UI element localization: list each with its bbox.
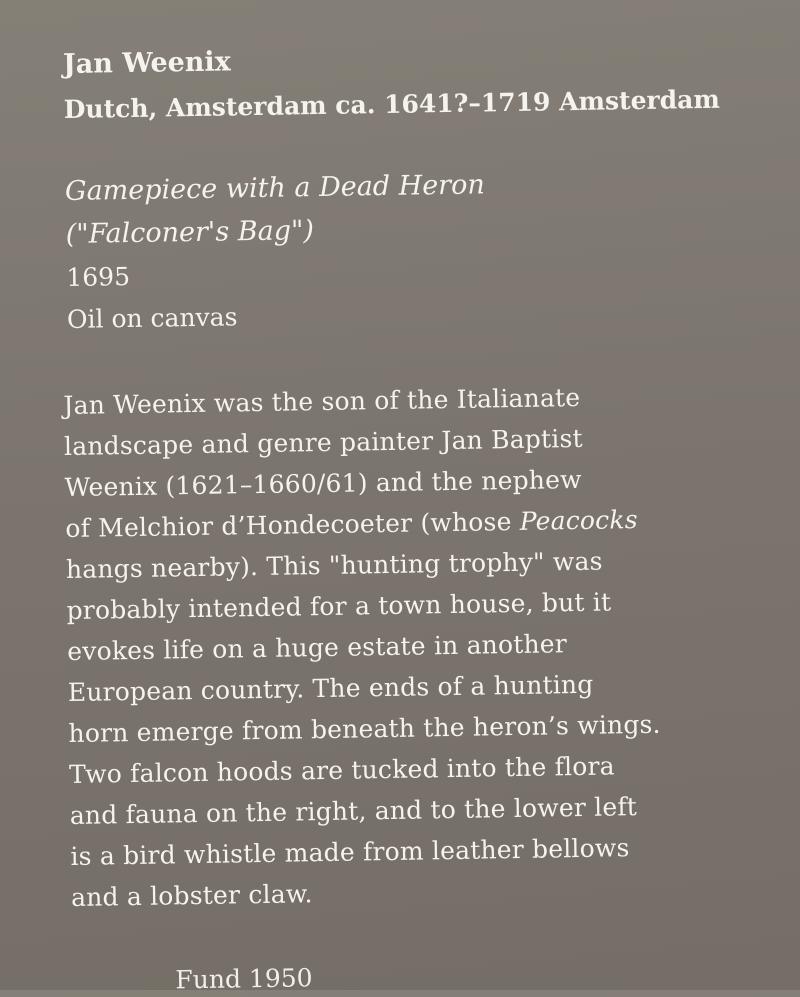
body-line-13: and a lobster claw.: [70, 879, 313, 912]
body-line-12: is a bird whistle made from leather bellows: [70, 833, 630, 871]
artwork-medium: Oil on canvas: [66, 302, 238, 334]
artwork-title-line-1: Gamepiece with a Dead Heron: [64, 169, 485, 208]
body-line-4-text: of Melchior d’Hondecoeter (whose: [65, 506, 520, 544]
body-line-3: Weenix (1621–1660/61) and the nephew: [64, 464, 582, 503]
body-line-2: landscape and genre painter Jan Baptist: [63, 423, 583, 462]
body-line-8: European country. The ends of a hunting: [67, 669, 594, 708]
artwork-title-line-2: ("Falconer's Bag"): [65, 215, 315, 250]
body-line-10: Two falcon hoods are tucked into the flora: [68, 751, 615, 790]
body-line-7: evokes life on a huge estate in another: [67, 629, 568, 667]
artist-dates: Dutch, Amsterdam ca. 1641?–1719 Amsterdam: [63, 84, 720, 125]
body-line-11: and fauna on the right, and to the lower left: [69, 792, 638, 831]
body-line-5: hangs nearby). This "hunting trophy" was: [65, 546, 603, 585]
body-line-9: horn emerge from beneath the heron’s wings.: [68, 709, 661, 749]
body-italic-work-title: Peacocks: [519, 505, 638, 536]
artist-name: Jan Weenix: [62, 46, 232, 81]
credit-line-cutoff: Fund 1950: [175, 963, 313, 995]
artwork-year: 1695: [66, 261, 131, 292]
body-line-4: [65, 505, 638, 543]
body-line-6: probably intended for a town house, but it: [66, 587, 612, 626]
body-line-1: Jan Weenix was the son of the Italianate: [63, 382, 581, 421]
